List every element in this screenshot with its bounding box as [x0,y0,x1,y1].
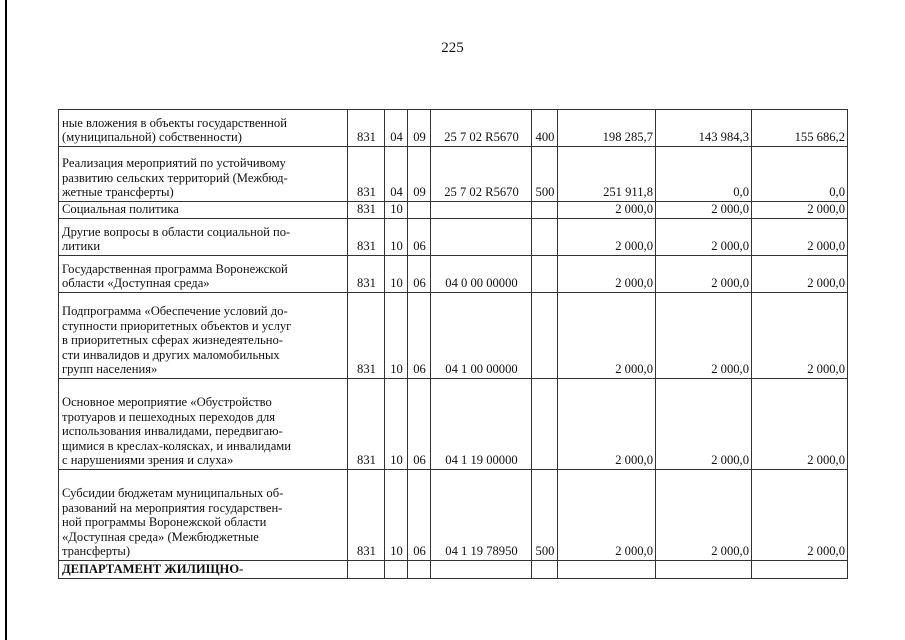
ministry-code-cell: 831 [348,202,385,219]
section-cell: 10 [385,293,408,379]
subsection-cell: 06 [408,219,431,256]
page-left-rule [5,0,7,640]
row-name-line: (муниципальной) собственности) [62,130,242,145]
amount-year2-cell: 2 000,0 [656,470,752,561]
amount-year2-cell: 2 000,0 [656,256,752,293]
ministry-code-cell: 831 [348,147,385,202]
row-name-cell [59,202,348,219]
section-cell: 04 [385,110,408,147]
expense-type-cell [532,561,558,579]
row-name-line: Государственная программа Воронежской [62,261,288,276]
amount-year3-cell: 2 000,0 [752,202,848,219]
row-name-cell [59,110,348,147]
row-name-line: с нарушениями зрения и слуха» [62,453,234,468]
row-name-cell [59,470,348,561]
row-name-cell [59,561,348,579]
row-name-cell [59,293,348,379]
row-name-line: литики [62,239,101,254]
expense-type-cell: 400 [532,110,558,147]
target-article-cell: 25 7 02 R5670 [431,147,532,202]
amount-year2-cell: 2 000,0 [656,293,752,379]
amount-year2-cell: 143 984,3 [656,110,752,147]
amount-year2-cell: 2 000,0 [656,219,752,256]
row-name-line: Социальная политика [62,202,179,217]
table-row-department [59,561,848,579]
table-row [59,202,848,219]
amount-year1-cell: 251 911,8 [558,147,656,202]
row-name-line: щимися в креслах-колясках, и инвалидами [62,438,292,453]
ministry-code-cell: 831 [348,379,385,470]
row-name-line: ной программы Воронежской области [62,515,267,530]
row-name-line: Субсидии бюджетам муниципальных об- [62,486,284,501]
row-name-line: Подпрограмма «Обеспечение условий до- [62,304,288,319]
row-name-line: жетные трансферты) [62,185,174,200]
expense-type-cell [532,293,558,379]
amount-year2-cell: 2 000,0 [656,202,752,219]
amount-year3-cell [752,561,848,579]
row-name-line: тротуаров и пешеходных переходов для [62,409,276,424]
target-article-cell [431,219,532,256]
ministry-code-cell: 831 [348,470,385,561]
row-name-cell [59,147,348,202]
table-row [59,379,848,470]
subsection-cell: 06 [408,379,431,470]
ministry-code-cell: 831 [348,219,385,256]
subsection-cell: 06 [408,293,431,379]
section-cell: 10 [385,256,408,293]
row-name-line: трансферты) [62,544,131,559]
page-number: 225 [441,40,464,56]
amount-year3-cell: 2 000,0 [752,293,848,379]
amount-year3-cell: 155 686,2 [752,110,848,147]
amount-year1-cell: 2 000,0 [558,219,656,256]
row-name-line: разований на мероприятия государствен- [62,500,283,515]
section-cell: 10 [385,379,408,470]
subsection-cell: 06 [408,256,431,293]
subsection-cell: 09 [408,110,431,147]
amount-year2-cell: 0,0 [656,147,752,202]
expense-type-cell [532,219,558,256]
ministry-code-cell [348,561,385,579]
ministry-code-cell: 831 [348,293,385,379]
target-article-cell: 04 0 00 00000 [431,256,532,293]
expense-type-cell: 500 [532,147,558,202]
amount-year3-cell: 2 000,0 [752,379,848,470]
table-row [59,219,848,256]
row-name-cell [59,256,348,293]
row-name-line: Другие вопросы в области социальной по- [62,224,291,239]
expense-type-cell [532,256,558,293]
amount-year3-cell: 2 000,0 [752,256,848,293]
budget-table [58,109,848,579]
row-name-line: Реализация мероприятий по устойчивому [62,156,286,171]
row-name-line: ступности приоритетных объектов и услуг [62,318,292,333]
row-name-line: ДЕПАРТАМЕНТ ЖИЛИЩНО- [62,562,244,577]
section-cell: 04 [385,147,408,202]
row-name-line: сти инвалидов и других маломобильных [62,347,280,362]
expense-type-cell: 500 [532,470,558,561]
subsection-cell [408,561,431,579]
row-name-line: развитию сельских территорий (Межбюд- [62,170,288,185]
target-article-cell: 25 7 02 R5670 [431,110,532,147]
table-row [59,256,848,293]
ministry-code-cell: 831 [348,110,385,147]
amount-year1-cell: 2 000,0 [558,379,656,470]
amount-year3-cell: 2 000,0 [752,470,848,561]
target-article-cell [431,561,532,579]
table-row [59,470,848,561]
amount-year1-cell: 2 000,0 [558,256,656,293]
amount-year3-cell: 2 000,0 [752,219,848,256]
section-cell: 10 [385,470,408,561]
section-cell [385,561,408,579]
amount-year1-cell: 198 285,7 [558,110,656,147]
row-name-cell [59,219,348,256]
table-row [59,110,848,147]
section-cell: 10 [385,219,408,256]
subsection-cell [408,202,431,219]
row-name-line: в приоритетных сферах жизнедеятельно- [62,333,283,348]
row-name-cell [59,379,348,470]
amount-year1-cell: 2 000,0 [558,293,656,379]
section-cell: 10 [385,202,408,219]
target-article-cell: 04 1 00 00000 [431,293,532,379]
row-name-line: «Доступная среда» (Межбюджетные [62,529,259,544]
table-row [59,293,848,379]
target-article-cell [431,202,532,219]
subsection-cell: 09 [408,147,431,202]
amount-year1-cell [558,561,656,579]
amount-year3-cell: 0,0 [752,147,848,202]
ministry-code-cell: 831 [348,256,385,293]
expense-type-cell [532,379,558,470]
target-article-cell: 04 1 19 00000 [431,379,532,470]
amount-year1-cell: 2 000,0 [558,202,656,219]
row-name-line: групп населения» [62,362,158,377]
amount-year2-cell [656,561,752,579]
amount-year1-cell: 2 000,0 [558,470,656,561]
expense-type-cell [532,202,558,219]
target-article-cell: 04 1 19 78950 [431,470,532,561]
table-row [59,147,848,202]
amount-year2-cell: 2 000,0 [656,379,752,470]
subsection-cell: 06 [408,470,431,561]
row-name-line: ные вложения в объекты государственной [62,115,287,130]
row-name-line: области «Доступная среда» [62,276,210,291]
row-name-line: использования инвалидами, передвигаю- [62,424,283,439]
row-name-line: Основное мероприятие «Обустройство [62,395,272,410]
